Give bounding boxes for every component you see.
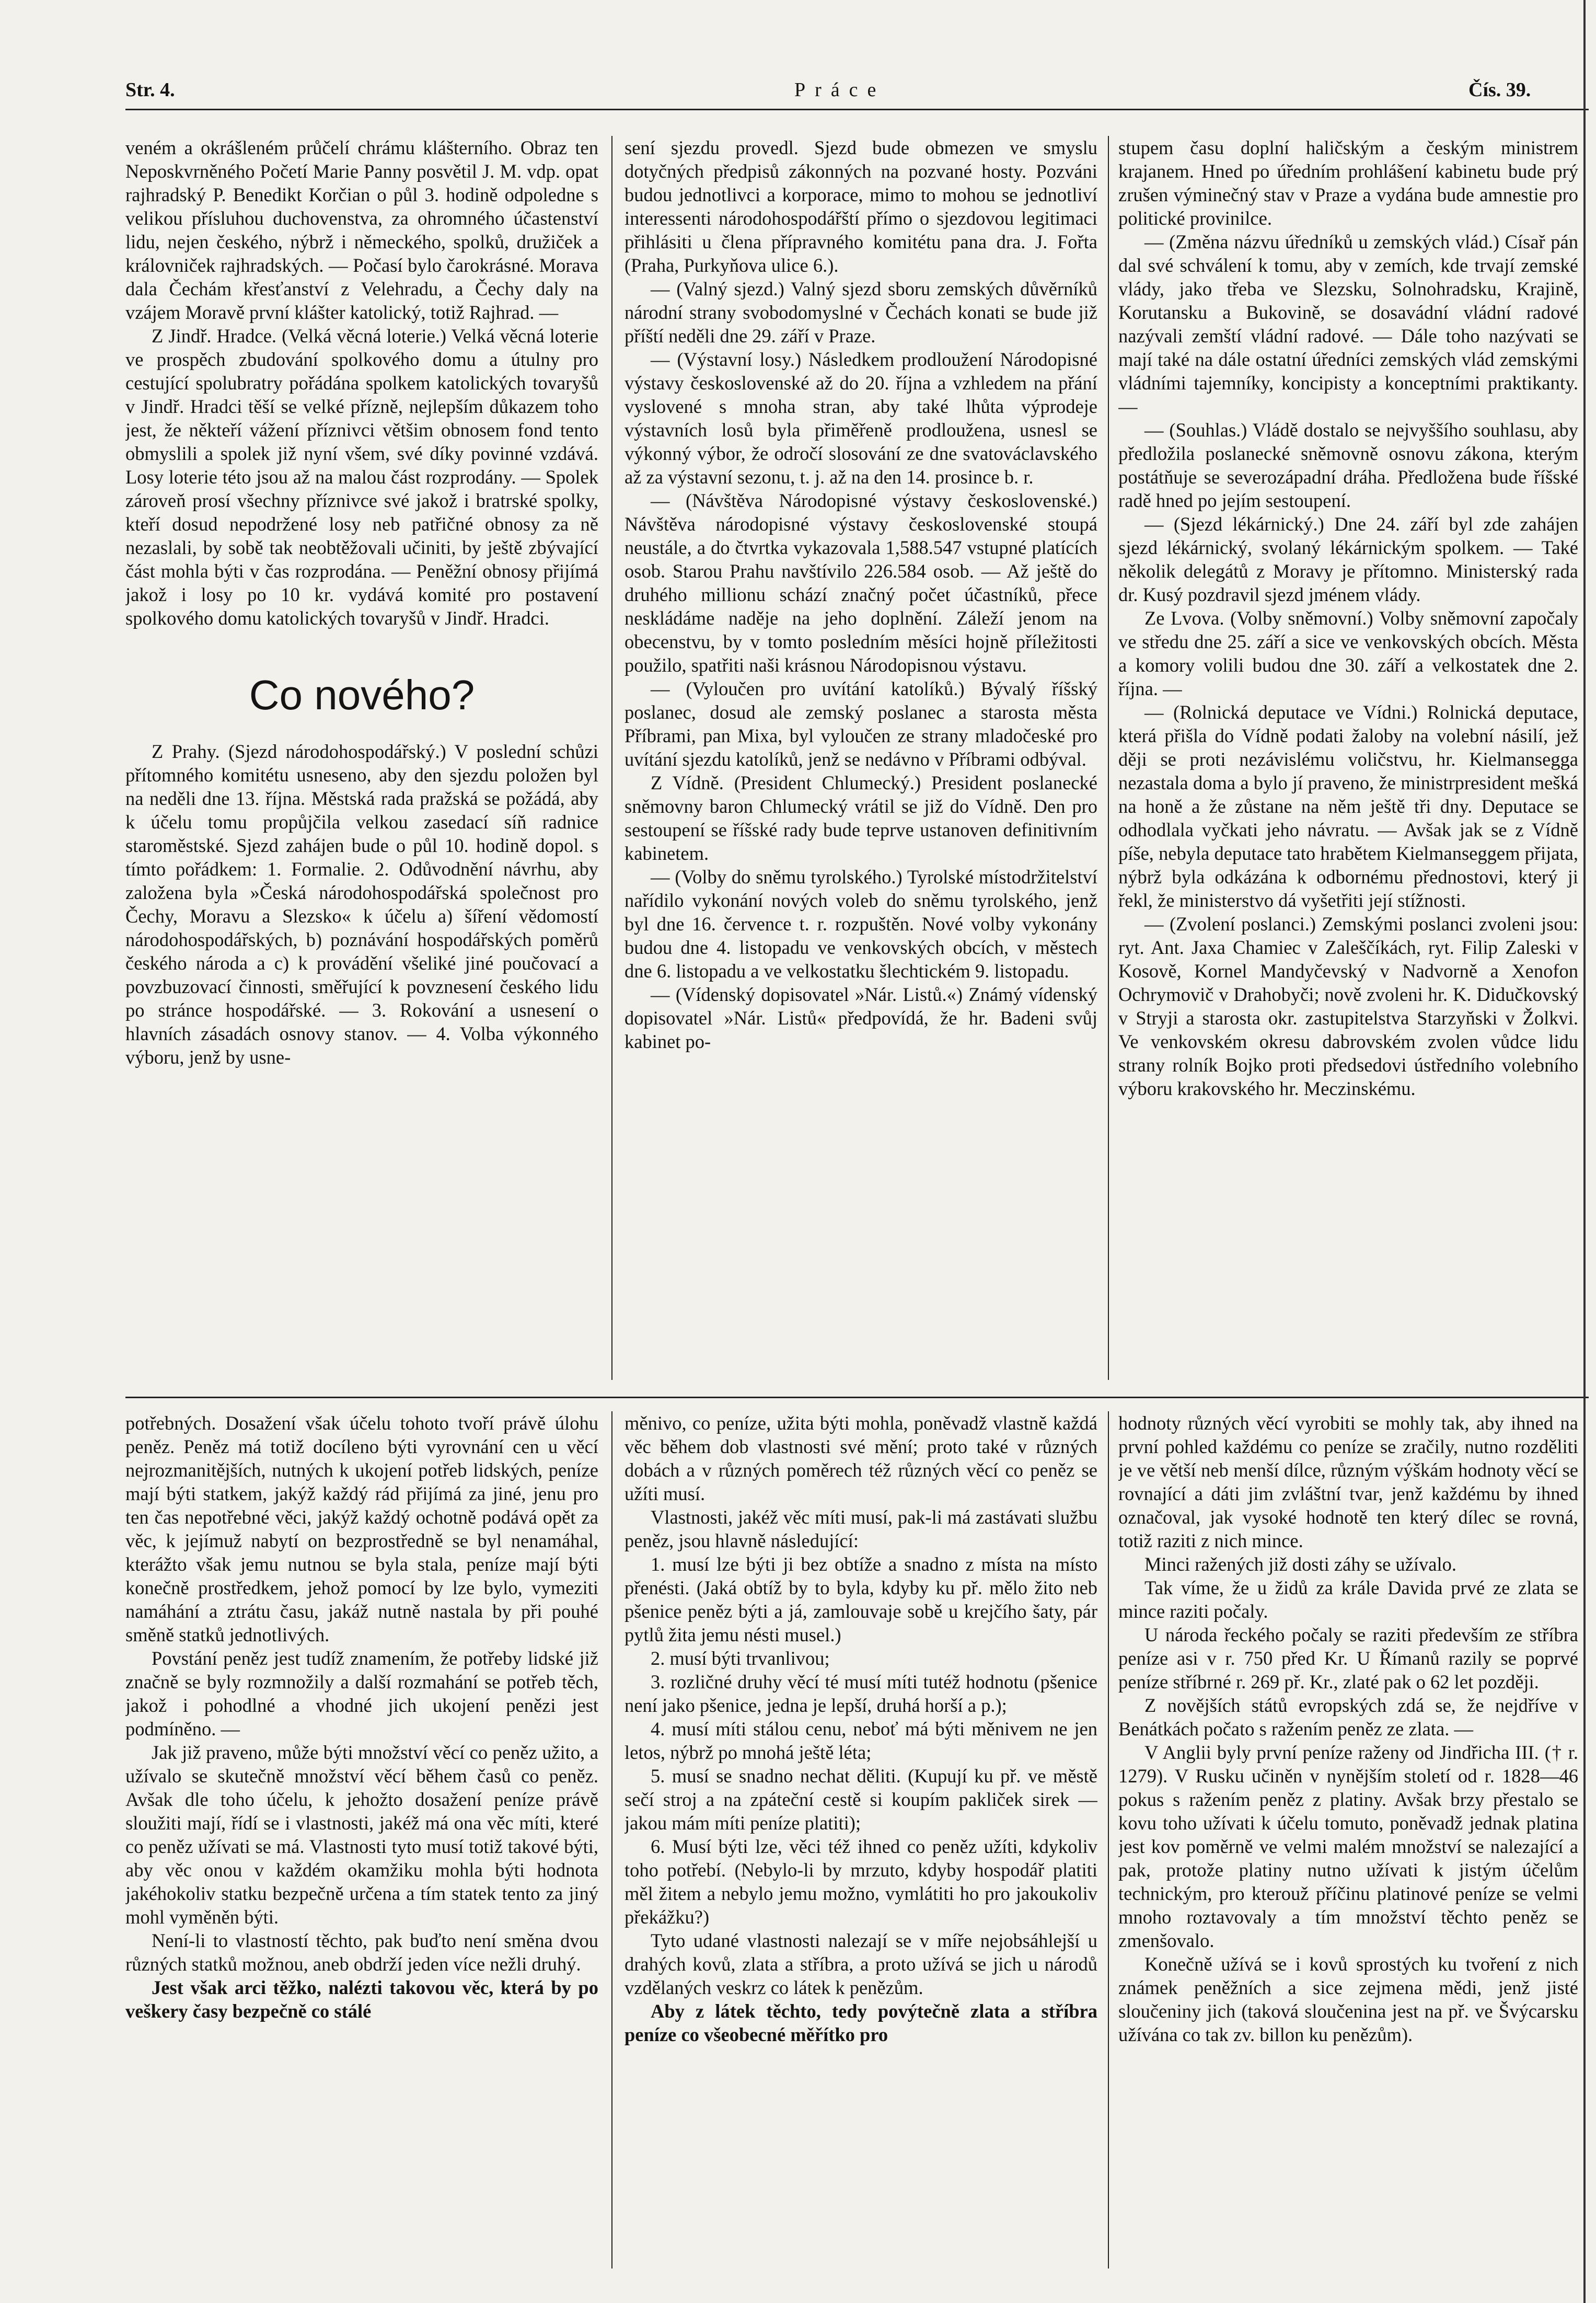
paragraph: Z novějších států evropských zdá se, že nejdříve v Benátkách počato s ražením peněz ze zlata. — — [1118, 1695, 1578, 1740]
top-column-2 — [624, 136, 1097, 1380]
bottom-column-2 — [624, 1411, 1097, 2269]
issue-number: Čís. 39. — [1468, 79, 1531, 101]
page-header — [125, 78, 1589, 110]
paragraph: Vlastnosti, jakéž věc míti musí, pak-li má zastávati službu peněz, jsou hlavně následující: — [624, 1506, 1097, 1551]
column-rule — [611, 1411, 612, 2269]
paragraph: sení sjezdu provedl. Sjezd bude obmezen ve smyslu dotyčných předpisů zákonných na pozvané hosty. Pozváni budou jednotlivci a korporace, mimo to mohou se jednotliví interessenti národohospodářští přímo o sjezdovou legitimaci přihlásiti u člena přípravného komitétu pana dra. J. Fořta (Praha, Purkyňova ulice 6.). — [624, 137, 1097, 276]
paragraph: Jest však arci těžko, nalézti takovou věc, která by po veškery časy bezpečně co stálé — [125, 1977, 598, 2022]
page-edge — [1583, 0, 1586, 2303]
column-rule — [611, 136, 612, 1380]
paragraph: Ze Lvova. (Volby sněmovní.) Volby sněmovní započaly ve středu dne 25. září a sice ve venkovských obcích. Města a komory volili budou dne 30. září a velkostatek dne 2. října. — — [1118, 607, 1578, 699]
header-rule — [125, 109, 1589, 110]
paragraph: 2. musí býti trvanlivou; — [651, 1648, 830, 1669]
paragraph: — (Souhlas.) Vládě dostalo se nejvyššího souhlasu, aby předložila poslanecké sněmovně osnovu zákona, kterým postátňuje se severozápadní dráha. Předložena bude říšské radě hned po jejím sestoupení. — [1118, 419, 1578, 511]
paragraph: měnivo, co peníze, užita býti mohla, poněvadž vlastně každá věc během dob vlastnosti své mění; proto také v různých dobách a v různých poměrech též různých věcí co peněz se užíti musí. — [624, 1412, 1097, 1504]
paragraph: 5. musí se snadno nechat děliti. (Kupují ku př. ve městě sečí stroj a na zpáteční cestě si koupím pakliček sirek — jakou mám míti peníze platiti); — [624, 1765, 1097, 1834]
bottom-column-1 — [125, 1411, 598, 2269]
paragraph: — (Návštěva Národopisné výstavy československé.) Návštěva národopisné výstavy československé stoupá neustále, a do čtvrtka vykazovala 1,588.547 vstupné platících osob. Starou Prahu navštívilo 226.584 osob. — Až ještě do druhého millionu schází značný počet účastníků, přece neskládáme naděje na jeho doplnění. Záleží jenom na obecenstvu, by v tomto posledním měsíci hojně příležitosti použilo, spatřiti naši krásnou Národopisnou výstavu. — [624, 490, 1097, 676]
paragraph: Minci ražených již dosti záhy se užívalo. — [1144, 1553, 1456, 1575]
paragraph: — (Sjezd lékárnický.) Dne 24. září byl zde zahájen sjezd lékárnický, svolaný lékárnickým spolkem. — Také několik delegátů z Moravy je přítomno. Ministerský rada dr. Kusý pozdravil sjezd jménem vlády. — [1118, 513, 1578, 605]
paragraph: — (Zvolení poslanci.) Zemskými poslanci zvoleni jsou: ryt. Ant. Jaxa Chamiec v Zaleščíkách, ryt. Filip Zaleski v Kosově, Kornel Mandyčevský v Nadvorně a Xenofon Ochrymovič v Drahobyči; nově zvoleni hr. K. Didučkovský v Stryji a starosta okr. zastupitelstva Starzyňski v Žolkvi. Ve venkovském okresu dabrovském zvolen vůdce lidu strany rolník Bojko proti předsedovi ústředního volebního výboru krakovského hr. Meczinskému. — [1118, 913, 1578, 1099]
paragraph: — (Volby do sněmu tyrolského.) Tyrolské místodržitelství nařídilo vykonání nových voleb do sněmu tyrolského, jenž byl dne 16. července t. r. rozpuštěn. Nové volby vykonány budou dne 4. listopadu ve venkovských obcích, v městech dne 6. listopadu a ve velkostatku šlechtickém 9. listopadu. — [624, 866, 1097, 982]
paragraph: V Anglii byly první peníze raženy od Jindřicha III. († r. 1279). V Rusku učiněn v nynějším století od r. 1828—46 pokus s ražením peněz z platiny. Avšak brzy přestalo se kovu toho užívati k účelu tomuto, poněvadž jednak platina jest kov poměrně ve velmi malém množství se nalezající a pak, protože platiny nutno užívati k jistým účelům technickým, pro kterouž příčinu platinové peníze se velmi mnoho roztavovaly a tím množství těchto peněz se zmenšovalo. — [1118, 1742, 1578, 1951]
section-headline: Co nového? — [249, 672, 475, 718]
paragraph: Jak již praveno, může býti množství věcí co peněz užito, a užívalo se skutečně množství věcí během časů co peněz. Avšak dle toho účelu, k jehožto dosažení peníze právě sloužiti mají, řídí se i vlastnosti, jakéž má ona věc míti, které co peněz užívati se má. Vlastnosti tyto musí totiž takové býti, aby věc onou v každém okamžiku mohla býti hodnota jakéhokoliv statku bezpečně určena a tím statek tento za jiný mohl vyměněn býti. — [125, 1742, 598, 1928]
paragraph: U národa řeckého počaly se raziti především ze stříbra peníze asi v r. 750 před Kr. U Římanů razily se poprvé peníze stříbrné r. 269 př. Kr., zlaté pak o 62 let později. — [1118, 1624, 1578, 1692]
paragraph: stupem času doplní haličským a českým ministrem krajanem. Hned po úředním prohlášení kabinetu bude prý zrušen výminečný stav v Praze a vydána bude amnestie pro politické provinilce. — [1118, 137, 1578, 229]
journal-title: Práce — [794, 79, 886, 101]
column-rule — [1108, 1411, 1109, 2269]
paragraph: hodnoty různých věcí vyrobiti se mohly tak, aby ihned na první pohled každému co peníze se zračily, nutno rozděliti je ve větší neb menší dílce, různým výškám hodnoty věcí se rovnající a dáti jim zvláštní tvar, jenž každému by ihned označoval, jak vysoké hodnotě ten který dílec se rovná, totiž raziti z nich mince. — [1118, 1412, 1578, 1551]
paragraph: Povstání peněz jest tudíž znamením, že potřeby lidské již značně se byly rozmnožily a další rozmahání se potřeb těch, jakož i pohodlné a vhodné jich ukojení penězi jest podmíněno. — — [125, 1648, 598, 1740]
column-rule — [1108, 136, 1109, 1380]
section-rule — [125, 1397, 1589, 1398]
paragraph: veném a okrášleném průčelí chrámu klášterního. Obraz ten Neposkvrněného Početí Marie Panny posvětil J. M. vdp. opat rajhradský P. Benedikt Korčian o půl 3. hodině odpoledne s velikou přísluhou duchovenstva, za ohromného účastenství lidu, nejen českého, nýbrž i německého, spolků, družiček a královniček rajhradských. — Počasí bylo čarokrásné. Morava dala Čechám křesťanství z Velehradu, a Čechy daly na vzájem Moravě první klášter katolický, totiž Rajhrad. — — [125, 137, 598, 323]
paragraph: Aby z látek těchto, tedy povýtečně zlata a stříbra peníze co všeobecné měřítko pro — [624, 2000, 1097, 2045]
paragraph: Tak víme, že u židů za krále Davida prvé ze zlata se mince raziti počaly. — [1118, 1577, 1578, 1622]
paragraph: Z Vídně. (President Chlumecký.) President poslanecké sněmovny baron Chlumecký vrátil se již do Vídně. Den pro sestoupení se říšské rady bude teprve ustanoven definitivním kabinetem. — [624, 772, 1097, 864]
paragraph: — (Rolnická deputace ve Vídni.) Rolnická deputace, která přišla do Vídně podati žaloby na volební násilí, jež ději se proti nezávislému voličstvu, hr. Kielmansegga nezastala doma a bylo jí praveno, že ministrpresident mešká na honě a že zůstane na něm ještě tři dny. Deputace se odhodlala vyčkati jeho návratu. — Avšak jak se z Vídně píše, nebyla deputace tato hrabětem Kielmanseggem přijata, nýbrž byla odkázána k odbornému přednostovi, který ji řekl, že ministerstvo dá vyšetřiti její stížnosti. — [1118, 701, 1578, 911]
paragraph: — (Změna názvu úředníků u zemských vlád.) Císař pán dal své schválení k tomu, aby v zemích, kde trvají zemské vlády, jako třeba ve Slezsku, Solnohradsku, Krajině, Korutansku a Bukovině, se dosavádní vládní radové nazývali zemští vládní radové. — Dále toho nazývati se mají také na dále ostatní úředníci zemských vlád zemskými vládními tajemníky, koncipisty a konceptními praktikanty. — — [1118, 231, 1578, 417]
paragraph: — (Výstavní losy.) Následkem prodloužení Národopisné výstavy československé až do 20. října a vzhledem na přání vyslovené s mnoha stran, aby také lhůta výprodeje výstavních losů byla přiměřeně prodloužena, usnesl se výkonný výbor, že odročí slosování ze dne svatováclavského až za výstavní sezonu, t. j. až na den 14. prosince b. r. — [624, 349, 1097, 488]
paragraph: 3. rozličné druhy věcí té musí míti tutéž hodnotu (pšenice není jako pšenice, jedna je lepší, druhá horší a p.); — [624, 1671, 1097, 1716]
paragraph: 1. musí lze býti ji bez obtíže a snadno z místa na místo přenésti. (Jaká obtíž by to byla, kdyby ku př. mělo žito neb pšenice peněz býti a já, zamlouvaje sobě u krejčího šaty, pár pytlů žita jemu nésti musel.) — [624, 1553, 1097, 1645]
paragraph: Konečně užívá se i kovů sprostých ku tvoření z nich známek peněžních a sice zejmena mědi, jenž jisté sloučeniny jich (taková sloučenina jest na př. ve Švýcarsku užívána co tak zv. billon ku penězům). — [1118, 1953, 1578, 2045]
paragraph: — (Valný sjezd.) Valný sjezd sboru zemských důvěrníků národní strany svobodomyslné v Čechách konati se bude již příští neděli dne 29. září v Praze. — [624, 278, 1097, 347]
top-column-1 — [125, 136, 598, 1380]
bottom-column-3 — [1118, 1411, 1578, 2269]
paragraph: Tyto udané vlastnosti nalezají se v míře nejobsáhlejší u drahých kovů, zlata a stříbra, a proto užívá se jich u národů vzdělaných veskrz co látek k penězům. — [624, 1930, 1097, 1998]
paragraph: 6. Musí býti lze, věci též ihned co peněz užíti, kdykoliv toho potřebí. (Nebylo-li by mrzuto, kdyby hospodář platiti měl žitem a nebylo jemu možno, vymlátiti ho pro jakoukoliv překážku?) — [624, 1836, 1097, 1928]
top-column-3 — [1118, 136, 1578, 1380]
paragraph: Není-li to vlastností těchto, pak buďto není směna dvou různých statků možnou, aneb obdrží jeden více nežli druhý. — [125, 1930, 598, 1975]
paragraph: Z Prahy. (Sjezd národohospodářský.) V poslední schůzi přítomného komitétu usneseno, aby den sjezdu položen byl na neděli dne 13. října. Městská rada pražská se požádá, aby k účelu tomu propůjčila velkou zasedací síň radnice staroměstské. Sjezd zahájen bude o půl 10. hodině dopol. s tímto pořádkem: 1. Formalie. 2. Odůvodnění návrhu, aby založena byla »Česká národohospodářská společnost pro Čechy, Moravu a Slezsko« k účelu a) šíření vědomostí národohospodářských, b) poznávání hospodářských poměrů českého národa a c) k provádění všeliké jiné poučovací a povzbuzovací činnosti, směřující k povznesení českého lidu po stránce hospodářské. — 3. Rokování a usnesení o hlavních zásadách osnovy stanov. — 4. Volba výkonného výboru, jenž by usne- — [125, 741, 598, 1068]
paragraph: — (Vídenský dopisovatel »Nár. Listů.«) Známý vídenský dopisovatel »Nár. Listů« předpovídá, že hr. Badeni svůj kabinet po- — [624, 984, 1097, 1052]
paragraph: potřebných. Dosažení však účelu tohoto tvoří právě úlohu peněz. Peněz má totiž docíleno býti vyrovnání cen u věcí nejrozmanitějších, nutných k ukojení potřeb lidských, peníze mají býti statkem, jakýž každý rád přijímá za jiné, jenu pro ten čas nepotřebné věci, jakýž každý ochotně podává opět za věc, k jejímuž nabytí on bezprostředně se byl nenamáhal, kterážto však jemu nutnou se byla stala, peníze mají býti konečně prostředkem, jehož pomocí by lze bylo, vymeziti namáhání a ztrátu času, jakáž nutně nastala by při pouhé směně statků jednotlivých. — [125, 1412, 598, 1645]
paragraph: — (Vyloučen pro uvítání katolíků.) Bývalý říšský poslanec, dosud ale zemský poslanec a starosta města Příbrami, pan Mixa, byl vyloučen ze strany mladočeské pro uvítání sjezdu katolíků, jenž se nedávno v Příbrami odbýval. — [624, 678, 1097, 770]
paragraph: Z Jindř. Hradce. (Velká věcná loterie.) Velká věcná loterie ve prospěch zbudování spolkového domu a útulny pro cestující spolubratry pořádána spolkem katolických tovaryšů v Jindř. Hradci těší se velké přízně, nejlepším důkazem toho jest, že někteří vážení příznivci většim obnosem fond tento obmyslili a spolek již nyní všem, své díky povinné vzdává. Losy loterie této jsou až na malou část rozprodány. — Spolek zároveň prosí všechny příznivce své jakož i bratrské spolky, kteří dosud nepodržené losy neb patřičné obnosy za ně nezaslali, by sobě tak neobtěžovali učiniti, by ještě zbývající část mohla býti v čas rozprodána. — Peněžní obnosy přijímá jakož i losy po 10 kr. vydává komité pro postavení spolkového domu katolických tovaryšů v Jindř. Hradci. — [125, 325, 598, 629]
page-number: Str. 4. — [125, 79, 175, 101]
paragraph: 4. musí míti stálou cenu, neboť má býti měnivem ne jen letos, nýbrž po mnohá ještě léta; — [624, 1718, 1097, 1763]
